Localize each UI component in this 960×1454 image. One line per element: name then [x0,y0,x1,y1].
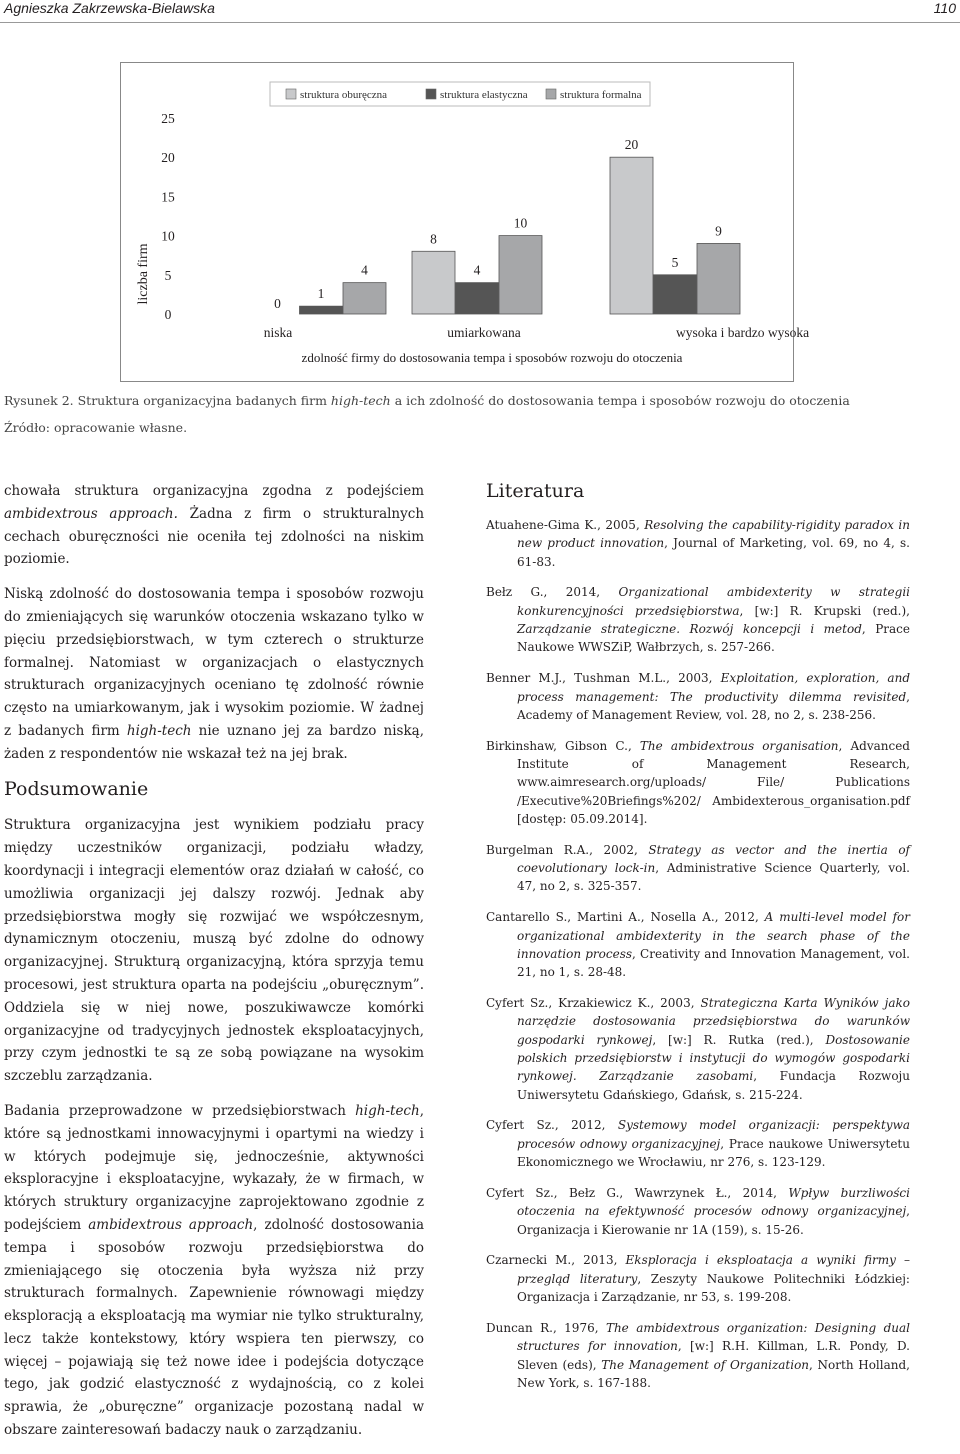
italic-term: ambidextrous approach. [4,505,178,522]
reference-item [486,994,910,1104]
reference-title: Exploitation, exploration, and process management: The productivity dilemma revisited [517,671,910,704]
bar [610,157,653,314]
reference-item [486,516,910,571]
y-tick-label: 10 [161,228,175,244]
x-axis [264,325,809,340]
reference-text: Bełz G., 2014, [486,585,619,600]
y-tick-label: 15 [161,189,175,205]
data-label: 4 [473,262,481,278]
running-head [0,0,960,23]
data-label: 1 [317,286,325,302]
reference-text: Burgelman R.A., 2002, [486,842,649,857]
bar [456,283,499,314]
bar [499,236,542,314]
reference-text: Benner M.J., Tushman M.L., 2003, [486,671,721,686]
caption-prefix: Rysunek 2. Struktura organizacyjna badanych firm [4,393,331,408]
page-number: 110 [933,0,956,16]
data-label: 5 [671,254,679,270]
reference-item [486,1116,910,1171]
reference-text: , Academy of Management Review, vol. 28, no 2, s. 238-256. [517,689,910,722]
reference-item [486,583,910,656]
bar [412,251,455,314]
y-tick-label: 0 [164,307,172,322]
reference-text: , Fundacja Rozwoju Uniwersytetu Gdańskiego, Gdańsk, s. 215-224. [517,1069,910,1102]
legend-swatch [286,89,296,99]
running-head-author: Agnieszka Zakrzewska-Bielawska [4,0,215,16]
reference-text: , North Holland, New York, s. 167-188. [517,1357,910,1390]
x-category-label: umiarkowana [447,325,521,340]
left-column [4,480,424,1454]
bar [300,306,343,314]
data-label: 8 [430,231,437,247]
paragraph-4 [4,1100,424,1442]
reference-title: Eksploracja i eksploatacja a wyniki firmy – przegląd literatury [517,1253,910,1286]
right-column [486,480,910,1405]
bar-chart [120,62,810,382]
reference-item [486,841,910,896]
y-axis [161,111,175,322]
reference-title: The Management of Organization [601,1357,810,1372]
legend-swatch [426,89,436,99]
legend-label: struktura formalna [560,89,642,101]
reference-item [486,908,910,981]
data-label: 10 [513,215,528,231]
y-tick-label: 25 [161,111,175,126]
reference-title: A multi-level model for organizational ambidexterity in the search phase of the innovation process [517,910,910,961]
reference-title: Systemowy model organizacji: perspektywa procesów odnowy organizacyjnej [517,1118,911,1151]
text: , które są jednostkami innowacyjnymi i opartymi na wiedzy i w których podejmuje się, jednocześnie, aktywności eksploracyjne i eksploatacyjne, wykazały, że w firmach, w których struktury organizacyjne zaprojektowano zgodnie z podejściem [4,1102,424,1233]
text: Żadna z firm o strukturalnych cechach oburęczności nie oceniła tej zdolności na niskim poziomie. [4,505,425,568]
reference-text: , Prace naukowe Uniwersytetu Ekonomicznego we Wrocławiu, nr 276, s. 123-129. [517,1136,910,1170]
italic-term: high-tech [126,722,192,739]
reference-text: Czarnecki M., 2013, [486,1253,626,1268]
reference-text: , Zeszyty Naukowe Politechniki Łódzkiej: Organizacja i Zarządzanie, nr 53, s. 199-208. [517,1271,910,1305]
x-axis-label: zdolność firmy do dostosowania tempa i sposobów rozwoju do otoczenia [301,350,683,365]
data-label: 20 [624,137,639,153]
reference-item [486,669,910,724]
reference-title: Strategiczna Karta Wyników jako narzędzie dostosowania przedsiębiorstwa do warunków gospodarki rynkowej [517,996,910,1047]
italic-term: ambidextrous approach [88,1216,254,1233]
text: , zdolność dostosowania tempa i sposobów rozwoju przedsiębiorstwa do zmieniającego się otoczenia była wyższa niż przy strukturach formalnych. Zapewnienie równowagi między eksploracją a eksploatacją ma wymiar nie tylko strukturalny, lecz także kontekstowy, który wspiera ten pierwszy, co więcej – pojawiają się też nowe idee i podejścia dotyczące tego, jak godzić elastyczność z wydajnością, co z kolei sprawia, że „oburęczne” organizacje pozostaną nadal w obszare zainteresowań badaczy nauk o zarządzaniu. [4,1216,424,1439]
reference-title: Strategy as vector and the inertia of coevolutionary lock-in [517,842,910,876]
reference-title: Resolving the capability-rigidity paradox in new product innovation [517,518,910,551]
y-tick-label: 5 [164,267,172,283]
reference-text: Cyfert Sz., Bełz G., Wawrzynek Ł., 2014, [486,1185,789,1200]
caption-suffix: a ich zdolność do dostosowania tempa i sposobów rozwoju do otoczenia [390,393,850,408]
data-label: 9 [715,223,722,239]
reference-text: Cantarello S., Martini A., Nosella A., 2012, [486,910,765,925]
reference-title: Wpływ burzliwości otoczenia na efektywność procesów odnowy organizacyjnej [517,1185,910,1219]
legend-label: struktura elastyczna [440,89,528,101]
figure-caption [4,393,850,408]
paragraph-3: Struktura organizacyjna jest wynikiem podziału pracy między uczestników organizacji, podziału władzy, koordynacji i integracji elementów oraz działań w całość, co umożliwia organizacji jej dalszy rozwój. Jednak aby przedsiębiorstwa mogły się rozwijać we współczesnym, dynamicznym otoczeniu, muszą być zdolne do odnowy organizacyjnej. Strukturą organizacyjną, która sprzyja temu procesowi, jest struktura oparta na podejściu „oburęcznym”. Oddziela się w niej nowe, poszukiwawcze komórki organizacyjne od tradycyjnych jednostek eksploatacyjnych, przy czym jednostki te są ze sobą powiązane na wysokim szczeblu zarządzania. [4,817,424,1085]
data-label: 0 [274,296,281,311]
reference-item [486,737,910,828]
x-category-label: niska [263,325,293,340]
reference-item [486,1251,910,1306]
reference-item [486,1184,910,1239]
reference-title: Zarządzanie strategiczne. Rozwój koncepcji i metod [517,622,862,637]
x-category-label: wysoka i bardzo wysoka [676,325,810,340]
data-label: 4 [361,262,368,278]
chart-legend [270,82,650,106]
reference-text: , Administrative Science Quarterly, vol. 47, no 2, s. 325-357. [517,861,910,894]
reference-text: , Organizacja i Kierowanie nr 1A (159), s. 15-26. [517,1204,910,1237]
italic-term: high-tech [355,1102,420,1119]
reference-text: , Prace Naukowe WWSZiP, Wałbrzych, s. 257-266. [517,622,910,655]
reference-title: Dostosowanie polskich przedsiębiorstw i instytucji do wymogów gospodarki rynkowej. Zarządzanie zasobami [517,1032,910,1084]
reference-text: , [w:] R.H. Killman, L.R. Pondy, D. Sleven (eds), [517,1339,910,1372]
text: nie uznano jej za bardzo niską, żaden z respondentów nie wskazał też na jej brak. [4,722,424,762]
paragraph-1 [4,480,424,571]
reference-text: , Creativity and Innovation Management, vol. 21, no 1, s. 28-48. [517,946,910,980]
reference-text: , Journal of Marketing, vol. 69, no 4, s. 61-83. [517,536,910,569]
reference-text: , [w:] R. Krupski (red.), [739,603,910,618]
reference-item [486,1319,910,1392]
y-axis-label: liczba firm [136,243,151,305]
figure-source: Źródło: opracowanie własne. [4,420,188,435]
reference-text: Birkinshaw, Gibson C., [486,738,640,753]
reference-text: Duncan R., 1976, [486,1320,606,1335]
reference-text: Cyfert Sz., 2012, [486,1118,618,1133]
reference-text: , Advanced Institute of Management Research, www.aimresearch.org/uploads/ File/ Publications /Executive%20Briefings%202/ Ambidexterous_organisation.pdf [dostęp: 05.09.2014]. [517,738,910,826]
reference-text: Cyfert Sz., Krzakiewicz K., 2003, [486,996,701,1011]
reference-text: , [w:] R. Rutka (red.), [652,1032,826,1047]
reference-title: Organizational ambidexterity w strategii konkurencyjności przedsiębiorstwa [517,585,910,618]
paragraph-2 [4,583,424,765]
reference-text: Atuahene-Gima K., 2005, [486,518,645,532]
reference-list [486,516,910,1392]
bar [343,283,386,314]
legend-swatch [546,89,556,99]
y-tick-label: 20 [161,150,175,166]
chart-bars [274,137,740,314]
section-heading-literatura: Literatura [486,480,585,502]
text: Badania przeprowadzone w przedsiębiorstwach [4,1102,356,1119]
caption-italic: high-tech [330,393,391,408]
legend-label: struktura oburęczna [300,89,388,101]
bar [697,243,740,314]
reference-title: The ambidextrous organization: Designing dual structures for innovation [517,1320,910,1354]
text: Niską zdolność do dostosowania tempa i sposobów rozwoju do zmieniających się warunków otoczenia wskazano tylko w pięciu przedsiębiorstwach, w tym czterech o strukturze formalnej. Natomiast w organizacjach o elastycznych strukturach organizacyjnych oceniano tę zdolność równie często na umiarkowanym, jak i wysokim poziomie. W żadnej z badanych firm [4,586,424,739]
reference-title: The ambidextrous organisation [639,738,839,753]
bar [654,275,697,314]
section-heading-podsumowanie: Podsumowanie [4,777,149,800]
text: chowała struktura organizacyjna zgodna z podejściem [4,483,424,499]
